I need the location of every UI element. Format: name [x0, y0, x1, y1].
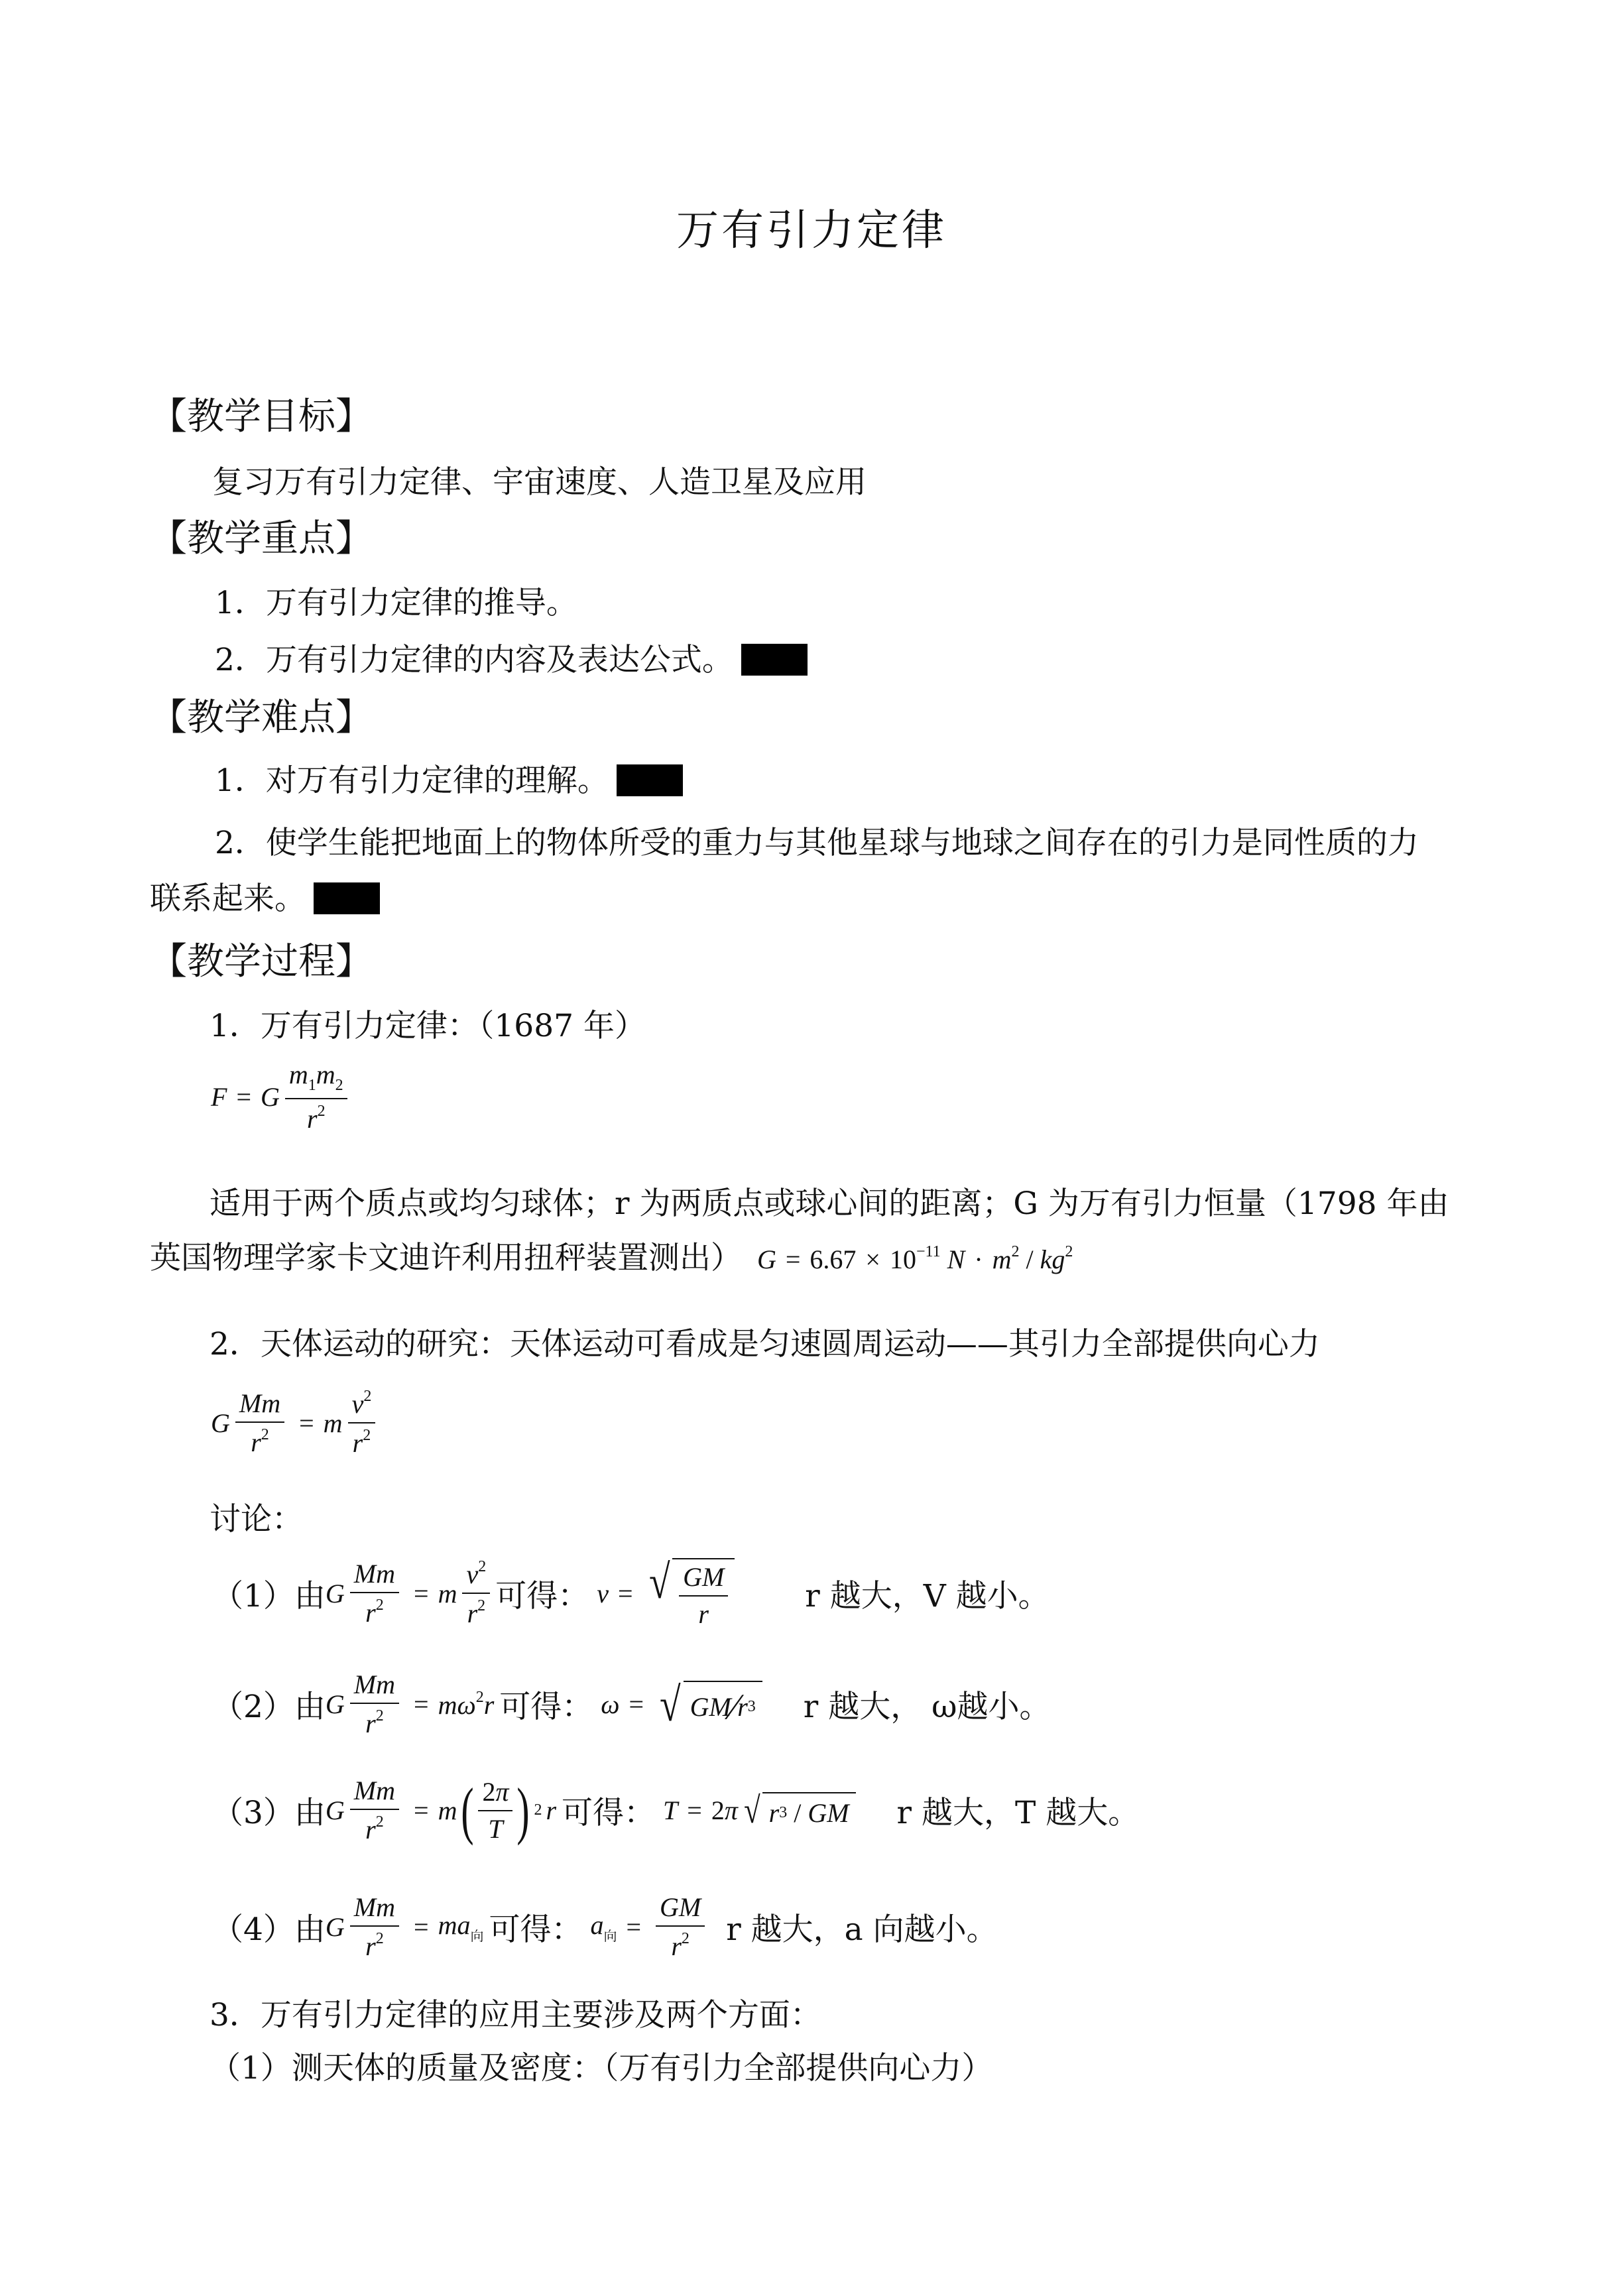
applies-line-2 — [150, 1233, 1073, 1278]
key-point-1: 1．万有引力定律的推导。 — [215, 585, 577, 621]
difficulty-2-line2-text: 联系起来。 — [150, 880, 306, 917]
page-title: 万有引力定律 — [676, 206, 947, 255]
objective-text: 复习万有引力定律、宇宙速度、人造卫星及应用 — [212, 464, 867, 501]
heading-key-points: 【教学重点】 — [150, 517, 373, 560]
process-item-3-sub-1: （1）测天体的质量及密度：（万有引力全部提供向心力） — [210, 2050, 993, 2086]
process-item-3: 3．万有引力定律的应用主要涉及两个方面： — [210, 1997, 821, 2033]
d4-mid: 可得： — [489, 1911, 583, 1948]
heading-process: 【教学过程】 — [150, 940, 373, 983]
heading-objective: 【教学目标】 — [150, 395, 373, 438]
d1-prefix: （1）由 — [212, 1577, 326, 1614]
applies-line-1: 适用于两个质点或均匀球体；r 为两质点或球心间的距离；G 为万有引力恒量（1798 年由 — [210, 1185, 1449, 1222]
d3-prefix: （3）由 — [212, 1795, 326, 1831]
discussion-4: （4）由 G $\frac{Mm}{r^2}$ = $ma_向$ 可得： $a_向$ = $\frac{GM}{r^2}$ r 越大，a 向越小。 — [212, 1892, 998, 1961]
discussion-3: （3）由 G $\frac{Mm}{r^2}$ = m ( $\frac{2\pi}{T}$ ) 2 r 可得： T = 2π √ r 3 / GM r 越大，T 越大。 — [212, 1774, 1140, 1846]
discussion-2: （2）由 G $\frac{Mm}{r^2}$ = $m\omega^2r$ 可得： ω = √ GM ⁄ r 3 r 越大， ω越小。 — [212, 1669, 1051, 1738]
d2-result: r 越大， ω越小。 — [803, 1689, 1051, 1725]
discussion-label: 讨论： — [210, 1501, 303, 1538]
d4-result: r 越大，a 向越小。 — [726, 1911, 998, 1948]
difficulty-2-line1: 2．使学生能把地面上的物体所受的重力与其他星球与地球之间存在的引力是同性质的力 — [215, 825, 1419, 861]
redaction-box — [617, 764, 683, 796]
applies-line-2-text: 英国物理学家卡文迪许利用扭秤装置测出） — [150, 1240, 742, 1276]
key-point-2 — [215, 635, 808, 680]
d2-mid: 可得： — [499, 1689, 593, 1725]
formula-gravitation: F = G $\frac{m_1m_2}{r^2}$ — [211, 1061, 353, 1133]
d1-result: r 越大，V 越小。 — [805, 1577, 1050, 1614]
formula-gravitational-constant: $G = 6.67 \times 10^{-11}$ $N \cdot m^2 / kg^2$ — [756, 1243, 1073, 1274]
process-item-2: 2．天体运动的研究：天体运动可看成是匀速圆周运动——其引力全部提供向心力 — [210, 1326, 1320, 1362]
d2-prefix: （2）由 — [212, 1689, 326, 1725]
heading-difficulties: 【教学难点】 — [150, 696, 373, 739]
key-point-2-text: 2．万有引力定律的内容及表达公式。 — [215, 642, 733, 678]
d4-prefix: （4）由 — [212, 1911, 326, 1948]
d1-mid: 可得： — [495, 1577, 589, 1614]
formula-circular-motion: G $\frac{Mm}{r^2}$ = m $\frac{v^2}{r^2}$ — [211, 1388, 381, 1457]
difficulty-2-line2 — [150, 874, 380, 918]
process-item-1: 1．万有引力定律：（1687 年） — [210, 1008, 646, 1044]
difficulty-1-text: 1．对万有引力定律的理解。 — [215, 762, 609, 799]
redaction-box — [741, 644, 808, 676]
d3-mid: 可得： — [562, 1795, 656, 1831]
d3-result: r 越大，T 越大。 — [896, 1795, 1140, 1831]
difficulty-1 — [215, 756, 683, 800]
discussion-1: （1）由 G $\frac{Mm}{r^2}$ = m $\frac{v^2}{r^2}$ 可得： v = √ $\frac{GM}{r}$ r 越大，V 越小。 — [212, 1555, 1050, 1629]
redaction-box — [314, 882, 380, 914]
